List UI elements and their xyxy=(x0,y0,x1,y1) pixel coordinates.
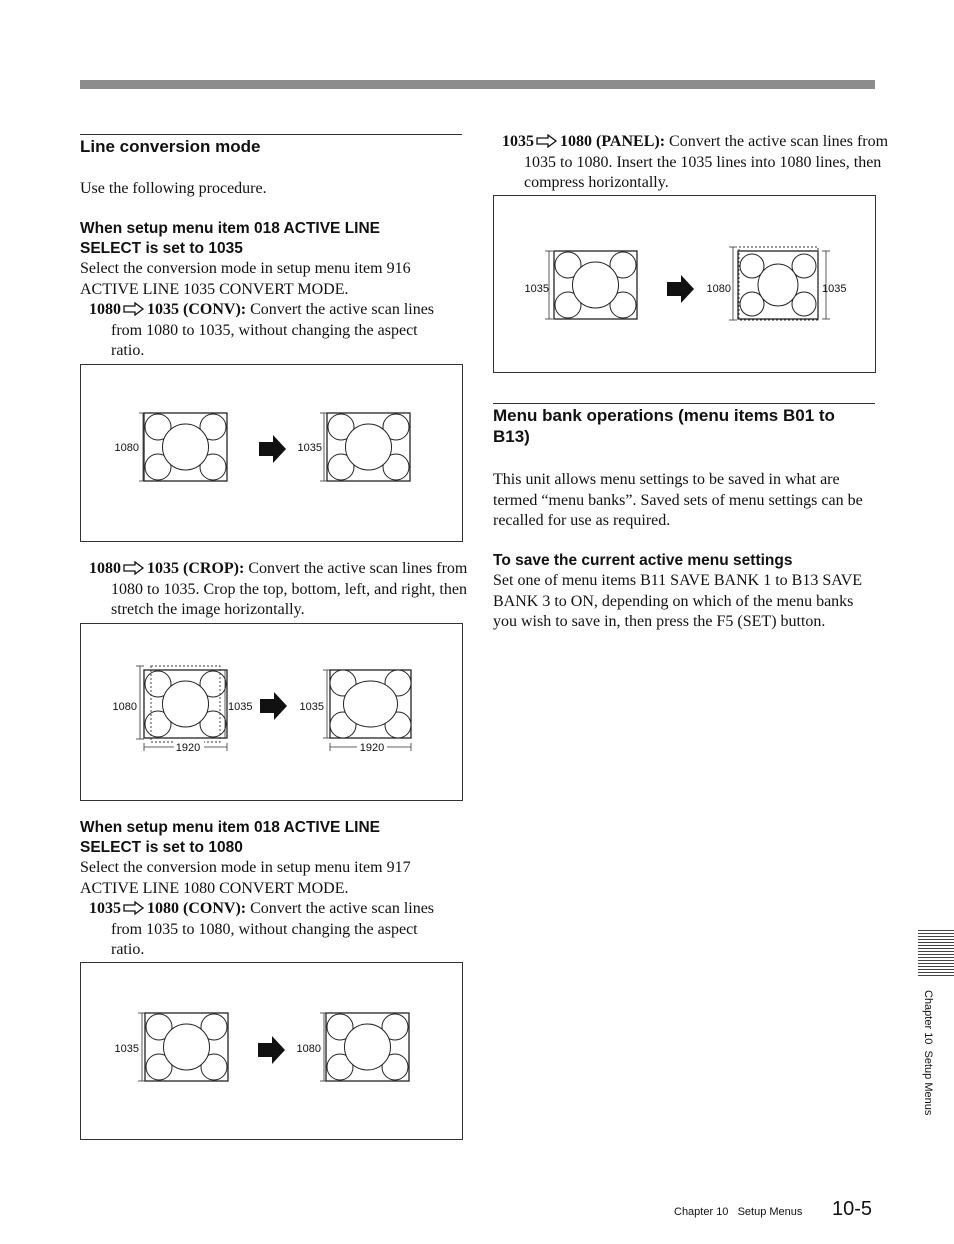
menu-bank-intro: This unit allows menu settings to be saved in what are termed “menu banks”. Saved sets of menu settings can be recalled for use as required. xyxy=(493,471,863,529)
line-count-label: 1035 xyxy=(299,701,324,713)
line-count-label: 1035 xyxy=(114,1043,139,1055)
figure-panel-1035-1080 xyxy=(493,195,876,373)
line-count-label: 1080 xyxy=(296,1043,321,1055)
arrow-right-icon xyxy=(123,561,145,575)
conv-item-1035-1080: 1035 1080 (CONV): Convert the active scan lines from 1035 to 1080, without changing the aspect ratio. xyxy=(89,900,435,958)
line-count-label: 1035 xyxy=(297,442,322,454)
picture-frame-right xyxy=(323,670,411,751)
chapter-tab-lines xyxy=(918,930,954,978)
line-count-label: 1080 xyxy=(706,283,731,295)
picture-frame-right xyxy=(320,413,410,481)
conversion-arrow-icon xyxy=(667,275,694,303)
diagram-svg xyxy=(81,624,462,800)
line-count-label: 1035 xyxy=(228,701,253,713)
width-label: 1920 xyxy=(175,742,201,754)
conversion-arrow-icon xyxy=(259,435,286,463)
subsection-heading-1080: When setup menu item 018 ACTIVE LINE SELECT is set to 1080 xyxy=(80,819,381,856)
width-label: 1920 xyxy=(359,742,385,754)
picture-frame-left xyxy=(136,666,227,751)
diagram-svg xyxy=(81,963,462,1139)
conv-item-1080-1035-crop: 1080 1035 (CROP): Convert the active scan lines from 1080 to 1035. Crop the top, bottom, left, and right, then stretch the image horizontally. xyxy=(89,560,468,618)
diagram-svg xyxy=(81,365,462,541)
line-count-label: 1080 xyxy=(112,701,137,713)
subsection-text-1080: Select the conversion mode in setup menu item 917 ACTIVE LINE 1080 CONVERT MODE. xyxy=(80,859,411,897)
conversion-arrow-icon xyxy=(258,1036,285,1064)
arrow-right-icon xyxy=(123,901,145,915)
conv-item-1035-1080-panel: 1035 1080 (PANEL): Convert the active scan lines from 1035 to 1080. Insert the 1035 lines into 1080 lines, then compress horizontally. xyxy=(502,133,889,191)
figure-crop-1080-1035 xyxy=(80,623,463,801)
section-rule xyxy=(80,134,462,135)
subsection-text-1035: Select the conversion mode in setup menu item 916 ACTIVE LINE 1035 CONVERT MODE. xyxy=(80,260,411,298)
save-settings-text: Set one of menu items B11 SAVE BANK 1 to B13 SAVE BANK 3 to ON, depending on which of the menu banks you wish to save in, then press the F5 (SET) button. xyxy=(493,572,863,630)
intro-text: Use the following procedure. xyxy=(80,180,267,197)
picture-frame-left xyxy=(138,1013,228,1081)
line-count-label: 1035 xyxy=(822,283,847,295)
section-heading-menu-bank: Menu bank operations (menu items B01 to B13) xyxy=(493,406,835,446)
top-bar xyxy=(80,80,875,89)
page-number: 10-5 xyxy=(832,1198,873,1220)
chapter-side-label: Chapter 10 Setup Menus xyxy=(922,990,934,1116)
subsection-heading-1035: When setup menu item 018 ACTIVE LINE SELECT is set to 1035 xyxy=(80,220,381,257)
picture-frame-right xyxy=(729,247,830,320)
figure-conv-1080-1035 xyxy=(80,364,463,542)
save-settings-heading: To save the current active menu settings xyxy=(493,552,793,569)
figure-conv-1035-1080 xyxy=(80,962,463,1140)
line-count-label: 1035 xyxy=(524,283,549,295)
line-count-label: 1080 xyxy=(114,442,139,454)
section-rule xyxy=(493,403,875,404)
footer-chapter: Chapter 10 Setup Menus xyxy=(674,1206,803,1218)
picture-frame-right xyxy=(320,1013,409,1081)
conv-item-1080-1035: 1080 1035 (CONV): Convert the active scan lines from 1080 to 1035, without changing the aspect ratio. xyxy=(89,301,435,359)
arrow-right-icon xyxy=(536,134,558,148)
conversion-arrow-icon xyxy=(260,692,287,720)
diagram-svg xyxy=(494,196,875,372)
picture-frame-left xyxy=(139,413,227,481)
section-heading: Line conversion mode xyxy=(80,137,261,156)
picture-frame-left xyxy=(545,251,637,319)
arrow-right-icon xyxy=(123,302,145,316)
